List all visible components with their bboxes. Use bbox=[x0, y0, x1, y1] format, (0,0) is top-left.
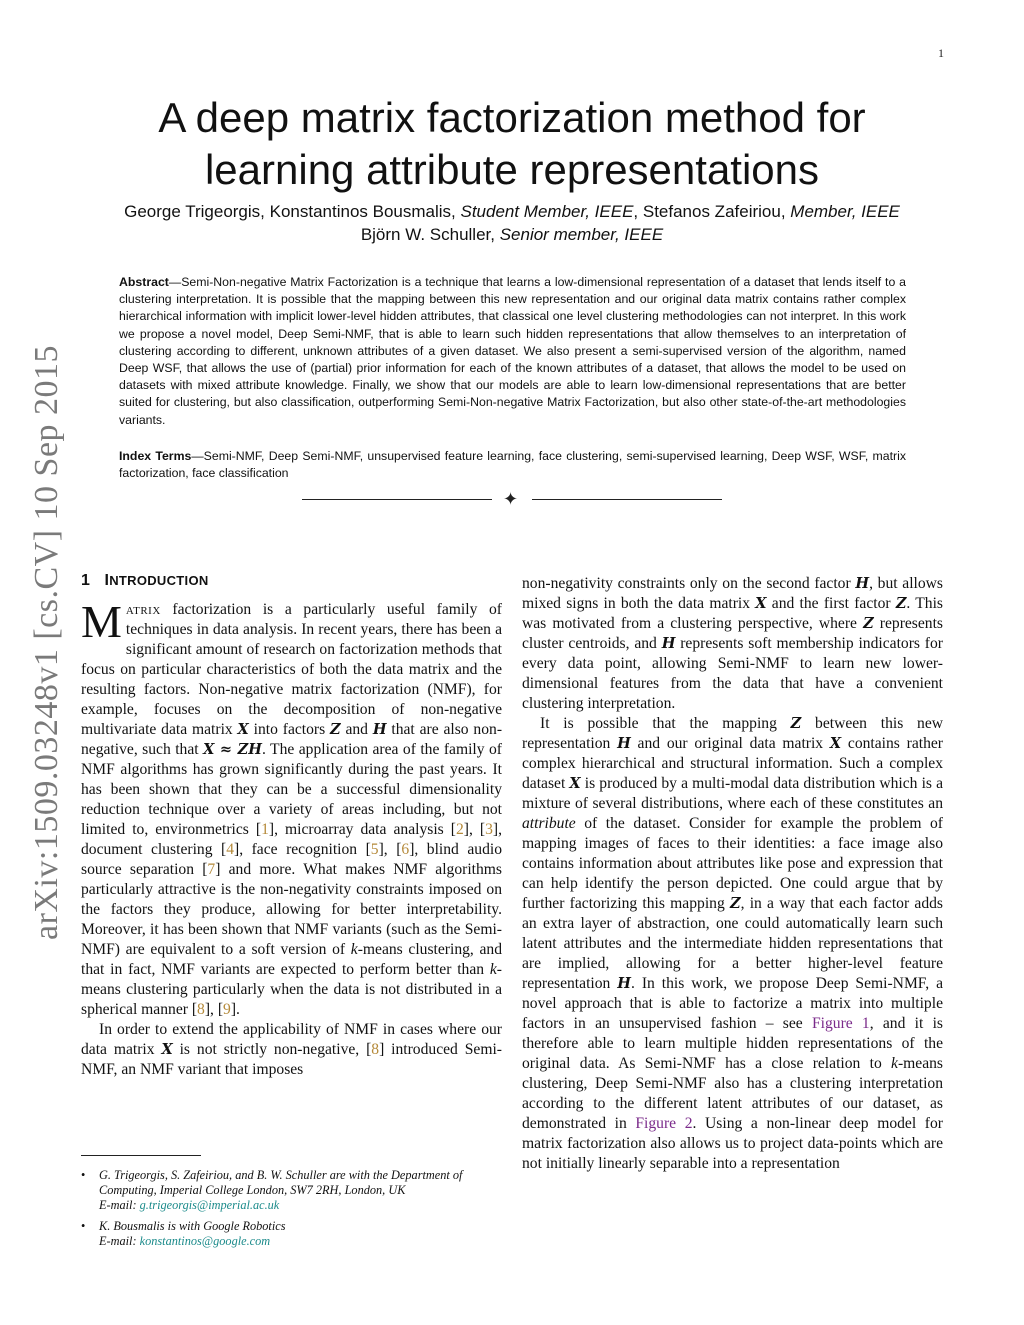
text-run: ], [ bbox=[463, 821, 486, 838]
citation-link[interactable]: 8 bbox=[197, 1001, 205, 1018]
right-column bbox=[522, 574, 943, 1174]
citation-link[interactable]: 2 bbox=[455, 821, 464, 838]
section-title-initial: I bbox=[104, 572, 110, 589]
intro-paragraph-1 bbox=[81, 596, 503, 1020]
index-terms-text: —Semi-NMF, Deep Semi-NMF, unsupervised feature learning, face clustering, semi-supervised learning, Deep WSF, WSF, matrix factorization, face classification bbox=[119, 449, 907, 481]
text-run: between this new representation bbox=[522, 715, 944, 752]
citation-link[interactable]: 4 bbox=[226, 841, 234, 858]
emphasis-word: attribute bbox=[522, 815, 576, 832]
abstract-label: Abstract bbox=[119, 275, 169, 289]
math-var: X bbox=[829, 735, 842, 752]
right-paragraph-2 bbox=[522, 714, 943, 1174]
footnote-text: K. Bousmalis is with Google Robotics bbox=[99, 1219, 286, 1233]
author-role-3: Senior member, IEEE bbox=[499, 225, 664, 244]
text-run: -means clustering, Deep Semi-NMF also has a clustering interpretation according to the different latent attributes of our dataset, as demonstrated in bbox=[522, 1055, 943, 1132]
math-var: X bbox=[569, 775, 581, 792]
intro-paragraph-2 bbox=[81, 1020, 502, 1080]
footnotes bbox=[81, 1168, 502, 1255]
author-line-1 bbox=[80, 200, 944, 223]
citation-link[interactable]: 1 bbox=[261, 821, 269, 838]
author-names-1: George Trigeorgis, Konstantinos Bousmalis, bbox=[124, 202, 461, 221]
text-run: In order to extend the applicability of NMF in cases where our data matrix bbox=[81, 1021, 502, 1058]
citation-link[interactable]: 5 bbox=[370, 841, 379, 858]
text-run: . This was motivated from a clustering perspective, where bbox=[522, 595, 943, 632]
drop-cap: M bbox=[81, 596, 122, 647]
text-run: non-negativity constraints only on the second factor bbox=[522, 575, 856, 592]
email-label: E-mail: bbox=[99, 1198, 140, 1212]
citation-link[interactable]: 7 bbox=[207, 861, 216, 878]
text-run: of the dataset. Consider for example the problem of mapping images of faces to their identities: a face image also contains information about attributes like pose and expression that can help identify the person depicted. One could argue that by further factorizing this mapping bbox=[522, 815, 943, 912]
text-run: ], face recognition [ bbox=[234, 841, 371, 858]
text-run: that are also non-negative, such that bbox=[81, 721, 503, 758]
math-var: Z bbox=[790, 715, 802, 732]
text-run: ], [ bbox=[204, 1001, 224, 1018]
abstract-text: —Semi-Non-negative Matrix Factorization is a technique that learns a low-dimensional representation of a dataset that lends itself to a clustering interpretation. It is possible that the mapping between this new representation and our original data matrix contains rather complex hierarchical information with implicit lower-level hidden attributes, that classical one level clustering methodologies can not interpret. In this work we propose a novel model, Deep Semi-NMF, that is able to learn such hidden representations that allow themselves to an interpretation of clustering according to different, unknown attributes of a given dataset. We also present a semi-supervised version of the algorithm, named Deep WSF, that allows the use of (partial) prior information for each of the known attributes of a dataset, that allows the model to be used on datasets with mixed attribute knowledge. Finally, we show that our models are able to learn low-dimensional representations that are better suited for clustering, but also classification, outperforming Semi-Non-negative Matrix Factorization, but also other state-of-the-art methodologies variants. bbox=[119, 275, 906, 427]
text-run: contains rather complex hierarchical and structural information. Such a complex dataset bbox=[522, 735, 943, 792]
author-names-2: , Stefanos Zafeiriou, bbox=[633, 202, 791, 221]
text-run: It is possible that the mapping bbox=[540, 715, 791, 732]
text-run: . In this work, we propose Deep Semi-NMF, a novel approach that is able to factorize a matrix into multiple factors in an unsupervised fashion – see bbox=[522, 975, 943, 1032]
author-role-1: Student Member, IEEE bbox=[460, 202, 634, 221]
text-run: ] and more. What makes NMF algorithms particularly attractive is the non-negativity constraints imposed on the factors they produce, allowing for better interpretability. Moreover, it has been shown that NMF variants (such as the Semi-NMF) are equivalent to a soft version of bbox=[81, 861, 502, 958]
section-divider bbox=[302, 488, 722, 512]
text-run: . The application area of the family of NMF algorithms has grown significantly during the past years. It has been shown that they can be a successful dimensionality reduction technique over a variety of areas including, but not limited to, environmetrics [ bbox=[81, 741, 503, 838]
page-number: 1 bbox=[938, 46, 944, 60]
paper-title: A deep matrix factorization method for learning attribute representations bbox=[158, 94, 866, 193]
footnote-1 bbox=[81, 1168, 502, 1213]
text-run: is not strictly non-negative, [ bbox=[172, 1041, 372, 1058]
author-role-2: Member, IEEE bbox=[790, 202, 900, 221]
math-var: k bbox=[489, 961, 497, 978]
math-var: Z bbox=[330, 721, 341, 738]
text-run: -means clustering particularly when the data is not distributed in a spherical manner [ bbox=[81, 961, 502, 1018]
math-var: H bbox=[372, 721, 387, 738]
text-run: , in a way that each factor adds an extra layer of abstraction, one could automatically learn such latent attributes and the intermediate hidden representations that are implied, allowing for a better higher-level feature representation bbox=[522, 895, 943, 992]
text-run: ] introduced Semi-NMF, an NMF variant that imposes bbox=[81, 1041, 502, 1078]
math-var: H bbox=[617, 735, 631, 752]
divider-diamond-icon: ✦ bbox=[503, 489, 519, 510]
divider-line-left bbox=[302, 499, 492, 500]
figure-2-link[interactable]: Figure 2 bbox=[635, 1115, 693, 1132]
text-run: , but allows mixed signs in both the data matrix bbox=[522, 575, 943, 612]
citation-link[interactable]: 8 bbox=[371, 1041, 380, 1058]
text-run: represents soft membership indicators for every data point, allowing Semi-NMF to learn new lower-dimensional features from the data that have a convenient clustering interpretation. bbox=[522, 635, 943, 712]
math-var: H bbox=[855, 575, 870, 592]
text-run: and bbox=[340, 721, 373, 738]
text-run: represents cluster centroids, and bbox=[522, 615, 943, 652]
section-title-rest: NTRODUCTION bbox=[109, 573, 209, 588]
citation-link[interactable]: 9 bbox=[223, 1001, 231, 1018]
math-var: H bbox=[617, 975, 631, 992]
text-run: ]. bbox=[230, 1001, 240, 1018]
text-run: -means clustering, and that in fact, NMF variants are expected to perform better than bbox=[81, 941, 503, 978]
text-run: . Using a non-linear deep model for matrix factorization also allows us to project data-points which are not initially linearly separable into a representation bbox=[522, 1115, 943, 1172]
index-terms-label: Index Terms bbox=[119, 449, 192, 463]
section-number: 1 bbox=[81, 572, 91, 589]
divider-line-right bbox=[532, 499, 722, 500]
author-list bbox=[80, 200, 944, 246]
math-var: X bbox=[237, 721, 249, 738]
math-var: X bbox=[161, 1041, 173, 1058]
text-run: ], microarray data analysis [ bbox=[268, 821, 456, 838]
email-link[interactable]: konstantinos@google.com bbox=[139, 1234, 271, 1248]
text-run: into factors bbox=[248, 721, 331, 738]
math-var: Z bbox=[729, 895, 741, 912]
text-run: is produced by a multi-modal data distribution which is a mixture of several distributions, where each of these constitutes an bbox=[522, 775, 943, 812]
author-names-3: Björn W. Schuller, bbox=[360, 225, 500, 244]
bullet-icon: • bbox=[81, 1219, 86, 1233]
section-heading bbox=[81, 572, 502, 590]
author-line-2 bbox=[80, 223, 944, 246]
footnote-text: G. Trigeorgis, S. Zafeiriou, and B. W. Schuller are with the Department of Computing, Imperial College London, SW7 2RH, London, UK bbox=[99, 1168, 463, 1197]
text-run: ], document clustering [ bbox=[81, 821, 502, 858]
arxiv-stamp[interactable]: arXiv:1509.03248v1 [cs.CV] 10 Sep 2015 bbox=[28, 344, 65, 940]
footnote-2 bbox=[81, 1219, 502, 1249]
text-run: factorization is a particularly useful family of techniques in data analysis. In recent years, there has been a significant amount of research on factorization methods that focus on particular characteristics of both the data matrix and the resulting factors. Non-negative matrix factorization (NMF), for example, focuses on the decomposition of non-negative multivariate data matrix bbox=[81, 601, 502, 738]
citation-link[interactable]: 3 bbox=[485, 821, 493, 838]
math-var: Z bbox=[863, 615, 874, 632]
math-var: k bbox=[350, 941, 358, 958]
email-label: E-mail: bbox=[99, 1234, 140, 1248]
text-run: and the first factor bbox=[766, 595, 896, 612]
math-var: Z bbox=[895, 595, 907, 612]
text-run: and our original data matrix bbox=[630, 735, 830, 752]
left-column bbox=[81, 572, 502, 1080]
right-paragraph-1 bbox=[522, 574, 943, 714]
text-run: ], blind audio source separation [ bbox=[81, 841, 502, 878]
bullet-icon: • bbox=[81, 1168, 86, 1182]
math-var: H bbox=[661, 635, 676, 652]
abstract bbox=[119, 274, 906, 429]
text-run: , and it is therefore able to learn multiple hidden representations of the original data. As Semi-NMF has a close relation to bbox=[522, 1015, 943, 1072]
footnote-rule bbox=[81, 1155, 201, 1156]
math-var: X bbox=[755, 595, 767, 612]
email-link[interactable]: g.trigeorgis@imperial.ac.uk bbox=[139, 1198, 280, 1212]
math-var: k bbox=[891, 1055, 898, 1072]
text-run: ], [ bbox=[378, 841, 402, 858]
figure-1-link[interactable]: Figure 1 bbox=[811, 1015, 870, 1032]
citation-link[interactable]: 6 bbox=[401, 841, 410, 858]
index-terms bbox=[119, 448, 906, 482]
math-expression: X ≈ ZH bbox=[203, 741, 262, 758]
small-caps-word: atrix bbox=[125, 601, 161, 618]
